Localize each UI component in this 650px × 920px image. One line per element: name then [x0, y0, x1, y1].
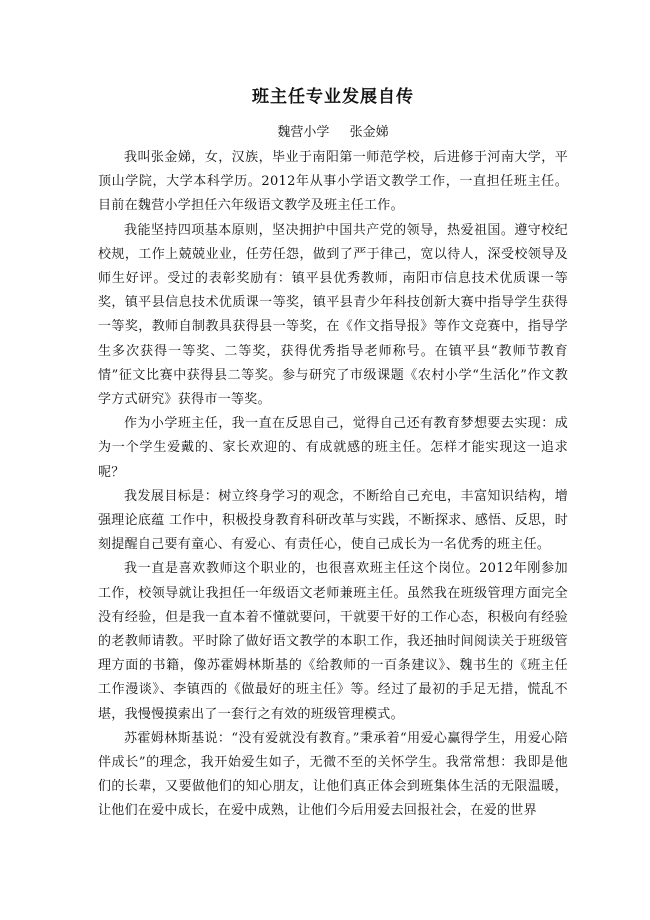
- school-name: 魏营小学: [277, 125, 330, 140]
- paragraph: 作为小学班主任，我一直在反思自己，觉得自己还有教育梦想要去实现：成为一个学生爱戴的、家长欢迎的、有成就感的班主任。怎样才能实现这一追求呢？: [98, 416, 568, 480]
- paragraph: 我叫张金娣，女，汉族，毕业于南阳第一师范学校，后进修于河南大学，平顶山学院，大学本科学历。2012年从事小学语文教学工作，一直担任班主任。目前在魏营小学担任六年级语文教学及班主任工作。: [98, 150, 568, 214]
- byline: [98, 121, 568, 140]
- paragraph: 我能坚持四项基本原则，坚决拥护中国共产党的领导，热爱祖国。遵守校纪校规，工作上兢兢业业，任劳任怨，做到了严于律己，宽以待人，深受校领导及师生好评。受过的表彰奖励有：镇平县优秀教师，南阳市信息技术优质课一等奖，镇平县信息技术优质课一等奖，镇平县青少年科技创新大赛中指导学生获得一等奖，教师自制教具获得县一等奖，在《作文指导报》等作文竞赛中，指导学生多次获得一等奖、二等奖，获得优秀指导老师称号。在镇平县“教师节教育情”征文比赛中获得县二等奖。参与研究了市级课题《农村小学“生活化”作文教学方式研究》获得市一等奖。: [98, 222, 568, 408]
- paragraph: 苏霍姆林斯基说：“没有爱就没有教育。”秉承着“用爱心赢得学生，用爱心陪伴成长”的理念，我开始爱生如子，无微不至的关怀学生。我常常想：我即是他们的长辈，又要做他们的知心朋友，让他们真正体会到班集体生活的无限温暖，让他们在爱中成长，在爱中成熟，让他们今后用爱去回报社会，在爱的世界: [98, 730, 568, 819]
- paragraph: 我发展目标是：树立终身学习的观念，不断给自己充电，丰富知识结构，增强理论底蕴 工作中，积极投身教育科研改革与实践，不断探求、感悟、反思，时刻提醒自己要有童心、有爱心、有责任心，使自己成长为一名优秀的班主任。: [98, 488, 568, 553]
- author-name: 张金娣: [349, 125, 389, 140]
- document-title: 班主任专业发展自传: [252, 87, 414, 107]
- paragraph: 我一直是喜欢教师这个职业的，也很喜欢班主任这个岗位。2012年刚参加工作，校领导就让我担任一年级语文老师兼班主任。虽然我在班级管理方面完全没有经验，但是我一直本着不懂就要问，干就要干好的工作心态，积极向有经验的老教师请教。平时除了做好语文教学的本职工作，我还抽时间阅读关于班级管理方面的书籍，像苏霍姆林斯基的《给教师的一百条建议》、魏书生的《班主任工作漫谈》、李镇西的《做最好的班主任》等。经过了最初的手足无措，慌乱不堪，我慢慢摸索出了一套行之有效的班级管理模式。: [98, 561, 568, 722]
- document-body: [98, 146, 568, 824]
